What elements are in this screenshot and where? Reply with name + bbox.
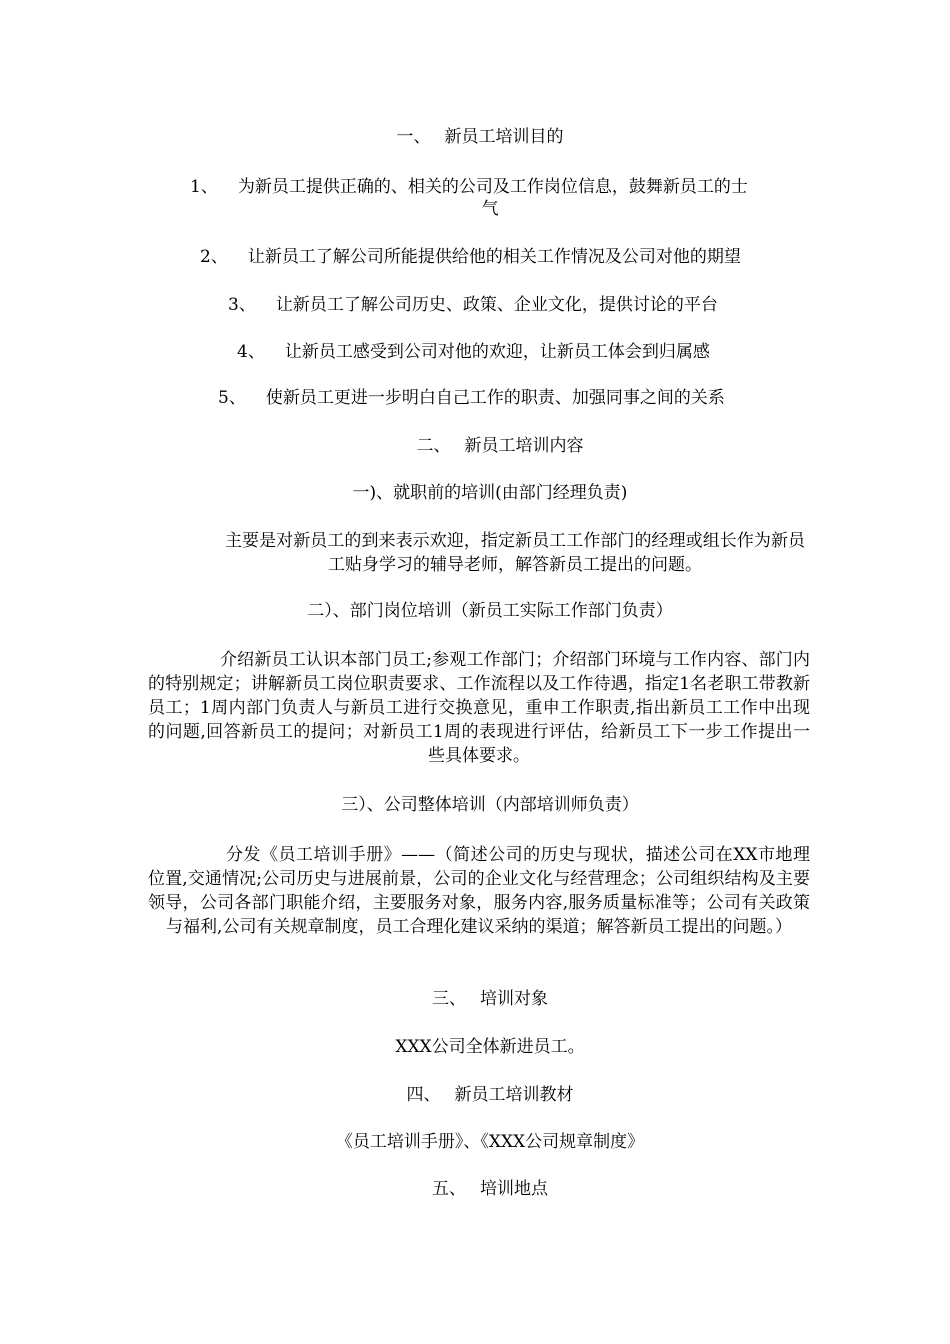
item-text: 让新员工感受到公司对他的欢迎，让新员工体会到归属感 [284, 342, 710, 362]
list-item [228, 294, 828, 316]
section-4-heading [160, 1084, 820, 1106]
item-text: 让新员工了解公司所能提供给他的相关工作情况及公司对他的期望 [247, 247, 741, 267]
section-title: 新员工培训内容 [464, 436, 584, 456]
section-5-heading [160, 1178, 820, 1200]
item-number: 5、 [218, 388, 246, 408]
section-title: 新员工培训目的 [444, 127, 564, 147]
item-text: 使新员工更进一步明白自己工作的职责、加强同事之间的关系 [265, 388, 725, 408]
section-3-heading [160, 988, 820, 1010]
section-title: 新员工培训教材 [454, 1085, 574, 1105]
section-title: 培训对象 [480, 989, 548, 1009]
section-number: 二、 [416, 436, 451, 456]
item-text-tail: 气 [481, 199, 499, 219]
subsection-2-body: 介绍新员工认识本部门员工;参观工作部门；介绍部门环境与工作内容、部门内的特别规定；讲解新员工岗位职责要求、工作流程以及工作待遇，指定1名老职工带教新员工；1周内部门负责人与新员工进行交换意见，重申工作职责,指出新员工工作中出现的问题,回答新员工的提问；对新员工1周的表现进行评估，给新员工下一步工作提出一些具体要求。 [148, 650, 810, 766]
item-text: 为新员工提供正确的、相关的公司及工作岗位信息，鼓舞新员工的士 [237, 177, 748, 197]
subsection-2-heading: 二）、部门岗位培训（新员工实际工作部门负责） [307, 601, 673, 621]
section-1-heading [150, 126, 810, 148]
item-number: 4、 [237, 342, 265, 362]
section-4-body: 《员工培训手册》、《XXX公司规章制度》 [335, 1132, 645, 1152]
subsection-3-body: 分发《员工培训手册》——（简述公司的历史与现状，描述公司在XX市地理位置,交通情况;公司历史与进展前景，公司的企业文化与经营理念；公司组织结构及主要领导，公司各部门职能介绍，主要服务对象，服务内容,服务质量标准等；公司有关政策与福利,公司有关规章制度，员工合理化建议采纳的渠道；解答新员工提出的问题。） [148, 845, 810, 937]
section-number: 五、 [432, 1179, 466, 1199]
section-number: 一、 [396, 127, 431, 147]
subsection-1-body: 主要是对新员工的到来表示欢迎，指定新员工工作部门的经理或组长作为新员工贴身学习的辅导老师，解答新员工提出的问题。 [225, 531, 805, 575]
item-number: 2、 [200, 247, 228, 267]
subsection-1-heading: 一)、就职前的培训(由部门经理负责) [352, 483, 628, 503]
item-text: 让新员工了解公司历史、政策、企业文化，提供讨论的平台 [275, 295, 718, 315]
list-item [190, 176, 810, 198]
list-item [218, 387, 828, 409]
list-item [237, 341, 837, 363]
section-number: 三、 [432, 989, 466, 1009]
list-item-continuation [190, 198, 790, 220]
subsection-3-heading: 三）、公司整体培训（内部培训师负责） [341, 795, 639, 815]
list-item [200, 246, 820, 268]
item-number: 3、 [228, 295, 256, 315]
section-2-heading [170, 435, 830, 457]
section-number: 四、 [406, 1085, 441, 1105]
section-title: 培训地点 [480, 1179, 548, 1199]
section-3-body: XXX公司全体新进员工。 [395, 1037, 585, 1057]
item-number: 1、 [190, 177, 218, 197]
